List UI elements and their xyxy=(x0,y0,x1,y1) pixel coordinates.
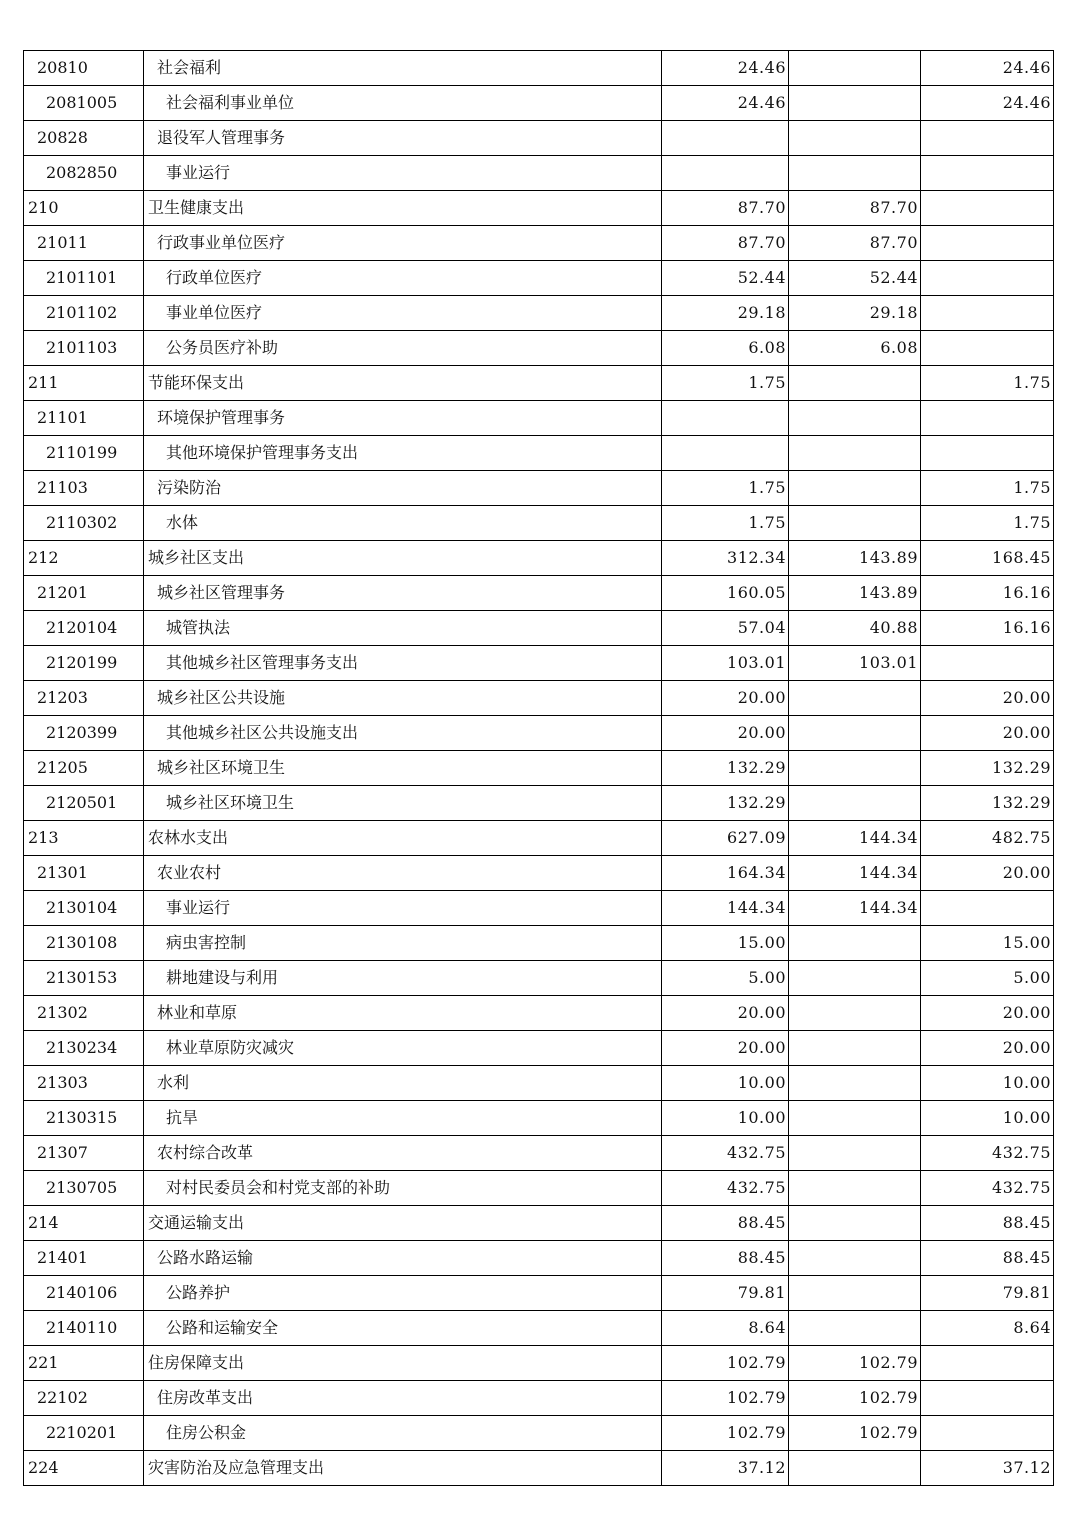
budget-table xyxy=(23,50,1054,1486)
table-row xyxy=(24,506,1054,541)
basic-expenditure-cell: 29.18 xyxy=(789,296,921,331)
subject-code-cell: 2140106 xyxy=(24,1276,144,1311)
table-row xyxy=(24,121,1054,156)
table-row xyxy=(24,576,1054,611)
subject-code-cell: 2120399 xyxy=(24,716,144,751)
table-row xyxy=(24,471,1054,506)
project-expenditure-cell: 10.00 xyxy=(921,1066,1054,1101)
total-amount-cell: 24.46 xyxy=(662,86,789,121)
table-row xyxy=(24,856,1054,891)
total-amount-cell: 15.00 xyxy=(662,926,789,961)
project-expenditure-cell: 15.00 xyxy=(921,926,1054,961)
subject-name-cell: 对村民委员会和村党支部的补助 xyxy=(144,1171,662,1206)
subject-name-cell: 节能环保支出 xyxy=(144,366,662,401)
table-row xyxy=(24,156,1054,191)
basic-expenditure-cell xyxy=(789,121,921,156)
subject-code-cell: 21103 xyxy=(24,471,144,506)
subject-code-cell: 21205 xyxy=(24,751,144,786)
project-expenditure-cell: 20.00 xyxy=(921,716,1054,751)
total-amount-cell: 20.00 xyxy=(662,996,789,1031)
basic-expenditure-cell: 143.89 xyxy=(789,576,921,611)
subject-code-cell: 21101 xyxy=(24,401,144,436)
project-expenditure-cell: 8.64 xyxy=(921,1311,1054,1346)
table-row xyxy=(24,1171,1054,1206)
total-amount-cell: 88.45 xyxy=(662,1206,789,1241)
subject-name-cell: 其他城乡社区管理事务支出 xyxy=(144,646,662,681)
total-amount-cell: 132.29 xyxy=(662,751,789,786)
subject-code-cell: 21203 xyxy=(24,681,144,716)
table-row xyxy=(24,51,1054,86)
project-expenditure-cell xyxy=(921,1346,1054,1381)
project-expenditure-cell: 132.29 xyxy=(921,751,1054,786)
project-expenditure-cell: 24.46 xyxy=(921,51,1054,86)
basic-expenditure-cell: 103.01 xyxy=(789,646,921,681)
project-expenditure-cell: 79.81 xyxy=(921,1276,1054,1311)
basic-expenditure-cell: 6.08 xyxy=(789,331,921,366)
basic-expenditure-cell xyxy=(789,1066,921,1101)
subject-name-cell: 公务员医疗补助 xyxy=(144,331,662,366)
subject-code-cell: 2120104 xyxy=(24,611,144,646)
table-row xyxy=(24,681,1054,716)
total-amount-cell: 87.70 xyxy=(662,191,789,226)
basic-expenditure-cell xyxy=(789,156,921,191)
subject-code-cell: 20828 xyxy=(24,121,144,156)
subject-name-cell: 卫生健康支出 xyxy=(144,191,662,226)
subject-name-cell: 事业运行 xyxy=(144,891,662,926)
subject-name-cell: 住房公积金 xyxy=(144,1416,662,1451)
subject-name-cell: 农村综合改革 xyxy=(144,1136,662,1171)
subject-code-cell: 21201 xyxy=(24,576,144,611)
table-row xyxy=(24,226,1054,261)
subject-code-cell: 2081005 xyxy=(24,86,144,121)
subject-code-cell: 2140110 xyxy=(24,1311,144,1346)
total-amount-cell: 312.34 xyxy=(662,541,789,576)
subject-name-cell: 农林水支出 xyxy=(144,821,662,856)
total-amount-cell: 79.81 xyxy=(662,1276,789,1311)
total-amount-cell: 57.04 xyxy=(662,611,789,646)
basic-expenditure-cell xyxy=(789,716,921,751)
subject-name-cell: 林业和草原 xyxy=(144,996,662,1031)
subject-code-cell: 210 xyxy=(24,191,144,226)
subject-code-cell: 22102 xyxy=(24,1381,144,1416)
table-row xyxy=(24,1381,1054,1416)
project-expenditure-cell xyxy=(921,401,1054,436)
total-amount-cell: 37.12 xyxy=(662,1451,789,1486)
total-amount-cell: 102.79 xyxy=(662,1346,789,1381)
subject-name-cell: 其他城乡社区公共设施支出 xyxy=(144,716,662,751)
basic-expenditure-cell xyxy=(789,1206,921,1241)
project-expenditure-cell: 16.16 xyxy=(921,576,1054,611)
total-amount-cell: 1.75 xyxy=(662,471,789,506)
total-amount-cell: 1.75 xyxy=(662,366,789,401)
table-row xyxy=(24,1066,1054,1101)
subject-name-cell: 社会福利 xyxy=(144,51,662,86)
project-expenditure-cell xyxy=(921,226,1054,261)
subject-code-cell: 2130234 xyxy=(24,1031,144,1066)
subject-code-cell: 2082850 xyxy=(24,156,144,191)
basic-expenditure-cell xyxy=(789,1031,921,1066)
subject-code-cell: 214 xyxy=(24,1206,144,1241)
subject-code-cell: 20810 xyxy=(24,51,144,86)
table-row xyxy=(24,1101,1054,1136)
subject-code-cell: 21302 xyxy=(24,996,144,1031)
subject-name-cell: 行政单位医疗 xyxy=(144,261,662,296)
subject-code-cell: 2101102 xyxy=(24,296,144,331)
total-amount-cell: 103.01 xyxy=(662,646,789,681)
project-expenditure-cell: 1.75 xyxy=(921,471,1054,506)
total-amount-cell: 102.79 xyxy=(662,1416,789,1451)
project-expenditure-cell xyxy=(921,191,1054,226)
project-expenditure-cell: 10.00 xyxy=(921,1101,1054,1136)
table-row xyxy=(24,786,1054,821)
subject-name-cell: 事业单位医疗 xyxy=(144,296,662,331)
table-row xyxy=(24,821,1054,856)
subject-code-cell: 21301 xyxy=(24,856,144,891)
table-row xyxy=(24,1451,1054,1486)
subject-name-cell: 环境保护管理事务 xyxy=(144,401,662,436)
basic-expenditure-cell xyxy=(789,1276,921,1311)
subject-name-cell: 城乡社区环境卫生 xyxy=(144,786,662,821)
subject-code-cell: 2130315 xyxy=(24,1101,144,1136)
project-expenditure-cell: 37.12 xyxy=(921,1451,1054,1486)
table-row xyxy=(24,1416,1054,1451)
table-row xyxy=(24,1276,1054,1311)
subject-code-cell: 2130705 xyxy=(24,1171,144,1206)
basic-expenditure-cell xyxy=(789,471,921,506)
project-expenditure-cell xyxy=(921,1381,1054,1416)
subject-name-cell: 城乡社区管理事务 xyxy=(144,576,662,611)
subject-name-cell: 退役军人管理事务 xyxy=(144,121,662,156)
total-amount-cell: 24.46 xyxy=(662,51,789,86)
project-expenditure-cell: 16.16 xyxy=(921,611,1054,646)
total-amount-cell xyxy=(662,121,789,156)
basic-expenditure-cell: 52.44 xyxy=(789,261,921,296)
subject-code-cell: 2110199 xyxy=(24,436,144,471)
subject-code-cell: 21307 xyxy=(24,1136,144,1171)
subject-name-cell: 抗旱 xyxy=(144,1101,662,1136)
subject-code-cell: 2210201 xyxy=(24,1416,144,1451)
project-expenditure-cell: 1.75 xyxy=(921,366,1054,401)
subject-code-cell: 2130104 xyxy=(24,891,144,926)
project-expenditure-cell: 5.00 xyxy=(921,961,1054,996)
subject-name-cell: 城管执法 xyxy=(144,611,662,646)
total-amount-cell: 29.18 xyxy=(662,296,789,331)
basic-expenditure-cell xyxy=(789,401,921,436)
basic-expenditure-cell xyxy=(789,51,921,86)
table-row xyxy=(24,191,1054,226)
table-row xyxy=(24,86,1054,121)
project-expenditure-cell xyxy=(921,646,1054,681)
total-amount-cell: 20.00 xyxy=(662,681,789,716)
basic-expenditure-cell: 87.70 xyxy=(789,226,921,261)
project-expenditure-cell: 482.75 xyxy=(921,821,1054,856)
project-expenditure-cell: 20.00 xyxy=(921,1031,1054,1066)
basic-expenditure-cell xyxy=(789,436,921,471)
subject-name-cell: 城乡社区支出 xyxy=(144,541,662,576)
total-amount-cell: 432.75 xyxy=(662,1171,789,1206)
table-row xyxy=(24,541,1054,576)
total-amount-cell xyxy=(662,436,789,471)
table-row xyxy=(24,436,1054,471)
project-expenditure-cell xyxy=(921,1416,1054,1451)
table-row xyxy=(24,331,1054,366)
total-amount-cell: 6.08 xyxy=(662,331,789,366)
total-amount-cell: 8.64 xyxy=(662,1311,789,1346)
total-amount-cell: 432.75 xyxy=(662,1136,789,1171)
subject-name-cell: 污染防治 xyxy=(144,471,662,506)
basic-expenditure-cell xyxy=(789,1136,921,1171)
basic-expenditure-cell xyxy=(789,86,921,121)
total-amount-cell: 10.00 xyxy=(662,1101,789,1136)
subject-name-cell: 病虫害控制 xyxy=(144,926,662,961)
total-amount-cell: 144.34 xyxy=(662,891,789,926)
basic-expenditure-cell xyxy=(789,506,921,541)
table-row xyxy=(24,261,1054,296)
total-amount-cell: 20.00 xyxy=(662,1031,789,1066)
basic-expenditure-cell xyxy=(789,961,921,996)
subject-name-cell: 公路水路运输 xyxy=(144,1241,662,1276)
table-row xyxy=(24,1311,1054,1346)
project-expenditure-cell: 432.75 xyxy=(921,1136,1054,1171)
total-amount-cell: 20.00 xyxy=(662,716,789,751)
subject-name-cell: 水利 xyxy=(144,1066,662,1101)
subject-code-cell: 224 xyxy=(24,1451,144,1486)
total-amount-cell: 5.00 xyxy=(662,961,789,996)
table-row xyxy=(24,646,1054,681)
basic-expenditure-cell: 87.70 xyxy=(789,191,921,226)
subject-code-cell: 213 xyxy=(24,821,144,856)
subject-code-cell: 2120501 xyxy=(24,786,144,821)
project-expenditure-cell: 132.29 xyxy=(921,786,1054,821)
table-row xyxy=(24,1346,1054,1381)
project-expenditure-cell xyxy=(921,156,1054,191)
subject-code-cell: 212 xyxy=(24,541,144,576)
table-row xyxy=(24,296,1054,331)
total-amount-cell: 52.44 xyxy=(662,261,789,296)
project-expenditure-cell: 20.00 xyxy=(921,856,1054,891)
subject-name-cell: 耕地建设与利用 xyxy=(144,961,662,996)
subject-name-cell: 行政事业单位医疗 xyxy=(144,226,662,261)
project-expenditure-cell: 88.45 xyxy=(921,1206,1054,1241)
total-amount-cell: 88.45 xyxy=(662,1241,789,1276)
subject-name-cell: 公路和运输安全 xyxy=(144,1311,662,1346)
total-amount-cell: 102.79 xyxy=(662,1381,789,1416)
subject-code-cell: 2110302 xyxy=(24,506,144,541)
project-expenditure-cell: 432.75 xyxy=(921,1171,1054,1206)
total-amount-cell: 164.34 xyxy=(662,856,789,891)
subject-code-cell: 2130108 xyxy=(24,926,144,961)
project-expenditure-cell: 88.45 xyxy=(921,1241,1054,1276)
basic-expenditure-cell xyxy=(789,681,921,716)
subject-name-cell: 其他环境保护管理事务支出 xyxy=(144,436,662,471)
table-row xyxy=(24,996,1054,1031)
table-row xyxy=(24,716,1054,751)
project-expenditure-cell xyxy=(921,121,1054,156)
basic-expenditure-cell xyxy=(789,786,921,821)
table-row xyxy=(24,401,1054,436)
basic-expenditure-cell: 143.89 xyxy=(789,541,921,576)
table-row xyxy=(24,1206,1054,1241)
project-expenditure-cell: 24.46 xyxy=(921,86,1054,121)
basic-expenditure-cell: 144.34 xyxy=(789,856,921,891)
subject-name-cell: 公路养护 xyxy=(144,1276,662,1311)
project-expenditure-cell: 20.00 xyxy=(921,996,1054,1031)
basic-expenditure-cell xyxy=(789,926,921,961)
subject-name-cell: 住房改革支出 xyxy=(144,1381,662,1416)
table-row xyxy=(24,611,1054,646)
table-row xyxy=(24,1241,1054,1276)
table-row xyxy=(24,926,1054,961)
subject-name-cell: 社会福利事业单位 xyxy=(144,86,662,121)
table-row xyxy=(24,1136,1054,1171)
project-expenditure-cell xyxy=(921,296,1054,331)
subject-name-cell: 农业农村 xyxy=(144,856,662,891)
total-amount-cell xyxy=(662,156,789,191)
subject-name-cell: 灾害防治及应急管理支出 xyxy=(144,1451,662,1486)
subject-code-cell: 2130153 xyxy=(24,961,144,996)
basic-expenditure-cell: 102.79 xyxy=(789,1416,921,1451)
table-row xyxy=(24,366,1054,401)
table-row xyxy=(24,961,1054,996)
subject-name-cell: 交通运输支出 xyxy=(144,1206,662,1241)
basic-expenditure-cell: 102.79 xyxy=(789,1381,921,1416)
basic-expenditure-cell xyxy=(789,366,921,401)
basic-expenditure-cell xyxy=(789,1241,921,1276)
subject-code-cell: 21303 xyxy=(24,1066,144,1101)
total-amount-cell: 10.00 xyxy=(662,1066,789,1101)
basic-expenditure-cell xyxy=(789,1451,921,1486)
total-amount-cell: 87.70 xyxy=(662,226,789,261)
basic-expenditure-cell: 144.34 xyxy=(789,821,921,856)
basic-expenditure-cell xyxy=(789,1311,921,1346)
basic-expenditure-cell xyxy=(789,1101,921,1136)
subject-name-cell: 住房保障支出 xyxy=(144,1346,662,1381)
total-amount-cell: 1.75 xyxy=(662,506,789,541)
subject-code-cell: 21401 xyxy=(24,1241,144,1276)
budget-table-body xyxy=(24,51,1054,1486)
table-row xyxy=(24,891,1054,926)
total-amount-cell: 132.29 xyxy=(662,786,789,821)
total-amount-cell: 627.09 xyxy=(662,821,789,856)
subject-code-cell: 2120199 xyxy=(24,646,144,681)
table-row xyxy=(24,1031,1054,1066)
project-expenditure-cell xyxy=(921,331,1054,366)
basic-expenditure-cell: 40.88 xyxy=(789,611,921,646)
project-expenditure-cell: 168.45 xyxy=(921,541,1054,576)
subject-name-cell: 水体 xyxy=(144,506,662,541)
project-expenditure-cell xyxy=(921,261,1054,296)
subject-name-cell: 林业草原防灾减灾 xyxy=(144,1031,662,1066)
basic-expenditure-cell: 144.34 xyxy=(789,891,921,926)
project-expenditure-cell xyxy=(921,891,1054,926)
subject-code-cell: 2101103 xyxy=(24,331,144,366)
subject-name-cell: 城乡社区环境卫生 xyxy=(144,751,662,786)
project-expenditure-cell: 20.00 xyxy=(921,681,1054,716)
basic-expenditure-cell xyxy=(789,1171,921,1206)
subject-code-cell: 221 xyxy=(24,1346,144,1381)
subject-code-cell: 21011 xyxy=(24,226,144,261)
subject-name-cell: 事业运行 xyxy=(144,156,662,191)
basic-expenditure-cell xyxy=(789,751,921,786)
total-amount-cell: 160.05 xyxy=(662,576,789,611)
subject-name-cell: 城乡社区公共设施 xyxy=(144,681,662,716)
project-expenditure-cell xyxy=(921,436,1054,471)
basic-expenditure-cell xyxy=(789,996,921,1031)
project-expenditure-cell: 1.75 xyxy=(921,506,1054,541)
basic-expenditure-cell: 102.79 xyxy=(789,1346,921,1381)
subject-code-cell: 2101101 xyxy=(24,261,144,296)
total-amount-cell xyxy=(662,401,789,436)
subject-code-cell: 211 xyxy=(24,366,144,401)
table-row xyxy=(24,751,1054,786)
